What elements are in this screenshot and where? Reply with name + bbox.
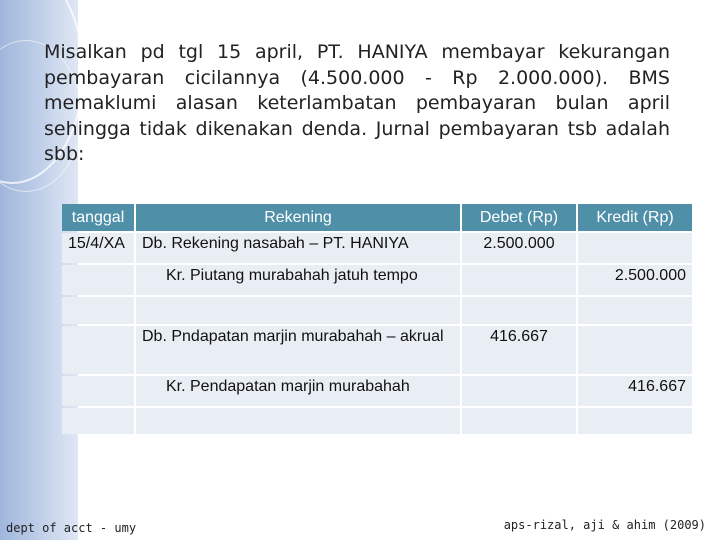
table-row <box>62 233 692 263</box>
journal-table <box>60 202 694 436</box>
cell-credit: 2.500.000 <box>578 265 692 295</box>
footer-credit: aps-rizal, aji & ahim (2009) <box>503 518 706 532</box>
cell-date <box>62 265 134 295</box>
header-account: Rekening <box>136 204 460 231</box>
cell-credit <box>578 408 692 434</box>
table-row <box>62 265 692 295</box>
cell-credit: 416.667 <box>578 376 692 406</box>
cell-credit <box>578 233 692 263</box>
cell-date <box>62 376 134 406</box>
cell-date <box>62 326 134 374</box>
cell-debit <box>462 265 576 295</box>
cell-credit <box>578 297 692 324</box>
table-row <box>62 326 692 374</box>
cell-credit <box>578 326 692 374</box>
cell-date: 15/4/XA <box>62 233 134 263</box>
cell-debit: 416.667 <box>462 326 576 374</box>
cell-account: Db. Pndapatan marjin murabahah – akrual <box>136 326 460 374</box>
cell-account <box>136 297 460 324</box>
table-row <box>62 408 692 434</box>
table-header-row <box>62 204 692 231</box>
cell-account <box>136 408 460 434</box>
footer-department: dept of acct - umy <box>6 521 137 535</box>
header-credit: Kredit (Rp) <box>578 204 692 231</box>
header-date: tanggal <box>62 204 134 231</box>
cell-account: Kr. Piutang murabahah jatuh tempo <box>136 265 460 295</box>
cell-date <box>62 408 134 434</box>
cell-debit <box>462 376 576 406</box>
cell-account: Kr. Pendapatan marjin murabahah <box>136 376 460 406</box>
table-row <box>62 376 692 406</box>
intro-paragraph: Misalkan pd tgl 15 april, PT. HANIYA membayar kekurangan pembayaran cicilannya (4.500.000 - Rp 2.000.000). BMS memaklumi alasan keterlambatan pembayaran bulan april sehingga tidak dikenakan denda. Jurnal pembayaran tsb adalah sbb: <box>44 41 670 165</box>
cell-debit <box>462 297 576 324</box>
cell-account: Db. Rekening nasabah – PT. HANIYA <box>136 233 460 263</box>
cell-debit <box>462 408 576 434</box>
cell-date <box>62 297 134 324</box>
header-debit: Debet (Rp) <box>462 204 576 231</box>
table-row <box>62 297 692 324</box>
cell-debit: 2.500.000 <box>462 233 576 263</box>
